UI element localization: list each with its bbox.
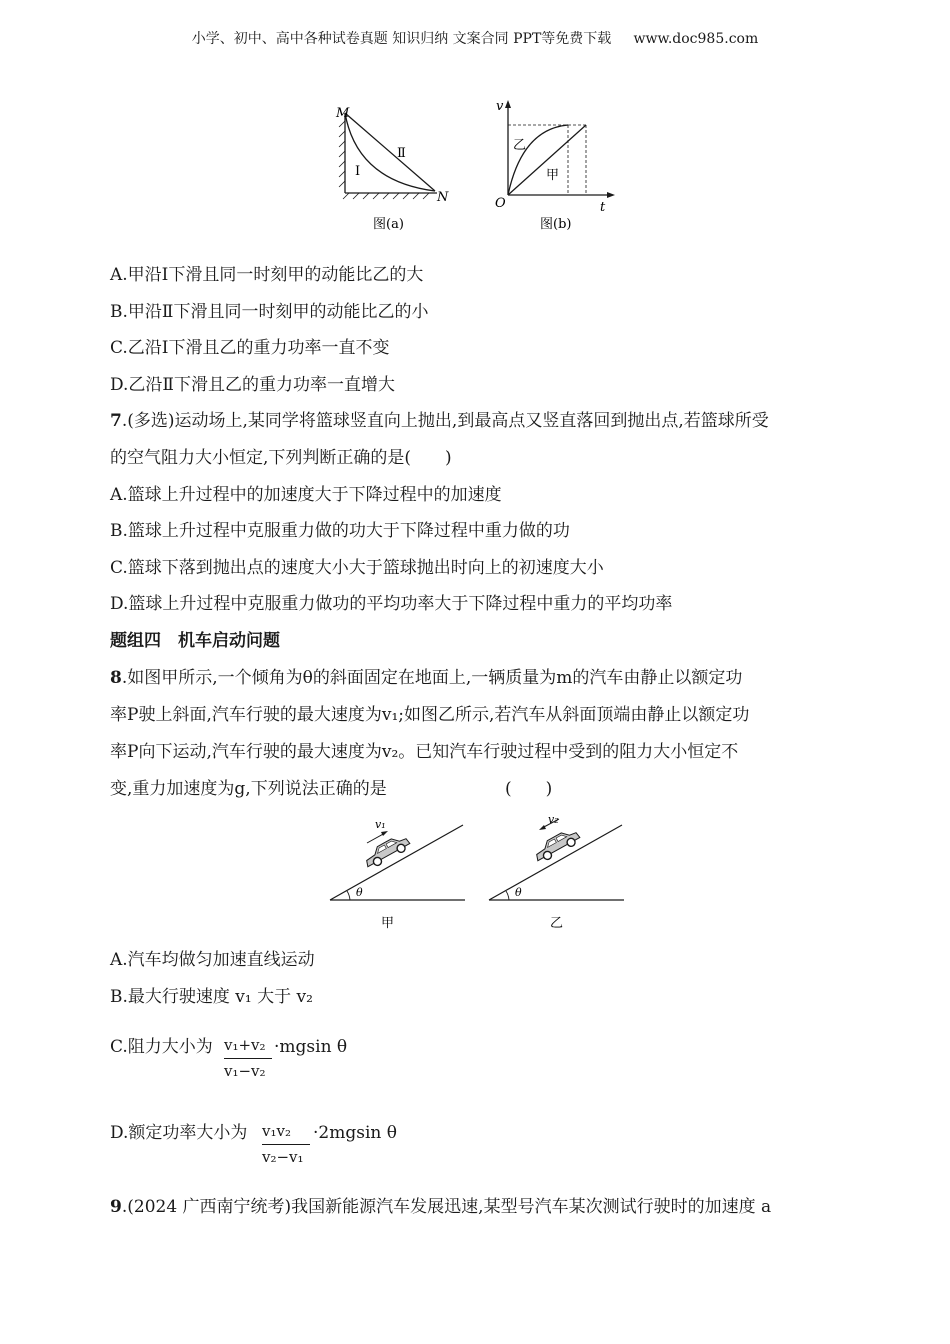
q8-stem-line3: 率P向下运动,汽车行驶的最大速度为v₂。已知汽车行驶过程中受到的阻力大小恒定不 — [110, 742, 739, 762]
figure-a-caption: 图(a) — [373, 217, 404, 232]
q7-stem-line1 — [110, 410, 769, 432]
figure-yi-caption: 乙 — [550, 916, 564, 931]
figure-jia — [325, 815, 470, 933]
figure-a — [325, 95, 460, 240]
fraction-denominator: v₂−v₁ — [262, 1148, 304, 1166]
figure-jia-caption: 甲 — [381, 916, 395, 931]
q8-stem-line4: 变,重力加速度为g,下列说法正确的是 — [110, 779, 387, 799]
q7-stem-text: .(多选)运动场上,某同学将篮球竖直向上抛出,到最高点又竖直落回到抛出点,若篮球所受 — [121, 411, 769, 431]
q7-stem-line2: 的空气阻力大小恒定,下列判断正确的是( ) — [110, 448, 452, 468]
path-2-label: Ⅱ — [397, 146, 406, 161]
q7-option-d: D.篮球上升过程中克服重力做功的平均功率大于下降过程中重力的平均功率 — [110, 594, 673, 614]
fraction-numerator: v₁+v₂ — [224, 1036, 266, 1054]
q8-option-a: A.汽车均做匀加速直线运动 — [110, 950, 315, 970]
angle-theta-label: θ — [356, 886, 363, 899]
q6-option-c: C.乙沿Ⅰ下滑且乙的重力功率一直不变 — [110, 338, 390, 358]
q9-stem-text: .(2024 广西南宁统考)我国新能源汽车发展迅速,某型号汽车某次测试行驶时的加速度 a — [121, 1197, 772, 1217]
q7-number: 7 — [110, 411, 122, 431]
jia-label: 甲 — [546, 168, 560, 183]
q8-option-c-prefix: C.阻力大小为 — [110, 1037, 213, 1057]
q8-stem-text: .如图甲所示,一个倾角为θ的斜面固定在地面上,一辆质量为m的汽车由静止以额定功 — [121, 668, 743, 688]
q6-option-a: A.甲沿Ⅰ下滑且同一时刻甲的动能比乙的大 — [110, 265, 424, 285]
path-2-line — [345, 113, 435, 191]
q8-number: 8 — [110, 668, 122, 688]
header-text: 小学、初中、高中各种试卷真题 知识归纳 文案合同 PPT等免费下载 — [191, 31, 612, 47]
figure-b — [488, 95, 623, 240]
yi-curve — [508, 125, 568, 195]
header-url: www.doc985.com — [633, 31, 759, 47]
q7-option-b: B.篮球上升过程中克服重力做的功大于下降过程中重力做的功 — [110, 521, 570, 541]
q8-answer-paren: ( ) — [505, 779, 553, 799]
figure-b-caption: 图(b) — [540, 217, 572, 232]
fraction-numerator: v₁v₂ — [262, 1122, 291, 1140]
q9-number: 9 — [110, 1197, 122, 1217]
q7-option-c: C.篮球下落到抛出点的速度大小大于篮球抛出时向上的初速度大小 — [110, 558, 604, 578]
q8-stem-line2: 率P驶上斜面,汽车行驶的最大速度为v₁;如图乙所示,若汽车从斜面顶端由静止以额定功 — [110, 705, 750, 725]
axis-v-label: v — [496, 99, 504, 114]
q8-option-b: B.最大行驶速度 v₁ 大于 v₂ — [110, 987, 313, 1007]
car-icon — [532, 826, 582, 864]
q8-option-d-prefix: D.额定功率大小为 — [110, 1123, 248, 1143]
angle-theta-label: θ — [515, 886, 522, 899]
yi-label: 乙 — [513, 138, 527, 153]
q6-option-b: B.甲沿Ⅱ下滑且同一时刻甲的动能比乙的小 — [110, 302, 429, 322]
figure-yi — [484, 815, 629, 933]
q8-stem-line1 — [110, 667, 742, 689]
section-title: 题组四 机车启动问题 — [110, 631, 280, 651]
fraction-denominator: v₁−v₂ — [224, 1062, 266, 1080]
velocity-v2-label: v₂ — [548, 815, 559, 826]
q8-option-c-suffix: ·mgsin θ — [274, 1037, 348, 1057]
origin-label: O — [495, 196, 506, 211]
point-n: N — [437, 190, 449, 205]
axis-t-label: t — [600, 200, 606, 215]
q6-option-d: D.乙沿Ⅱ下滑且乙的重力功率一直增大 — [110, 375, 395, 395]
q9-stem-line1 — [110, 1196, 771, 1218]
path-1-label: Ⅰ — [355, 164, 361, 179]
car-icon — [362, 832, 412, 870]
point-m: M — [336, 106, 350, 121]
page-header — [0, 28, 950, 48]
q7-option-a: A.篮球上升过程中的加速度大于下降过程中的加速度 — [110, 485, 502, 505]
velocity-v1-label: v₁ — [375, 818, 386, 831]
q8-option-d-suffix: ·2mgsin θ — [313, 1123, 397, 1143]
